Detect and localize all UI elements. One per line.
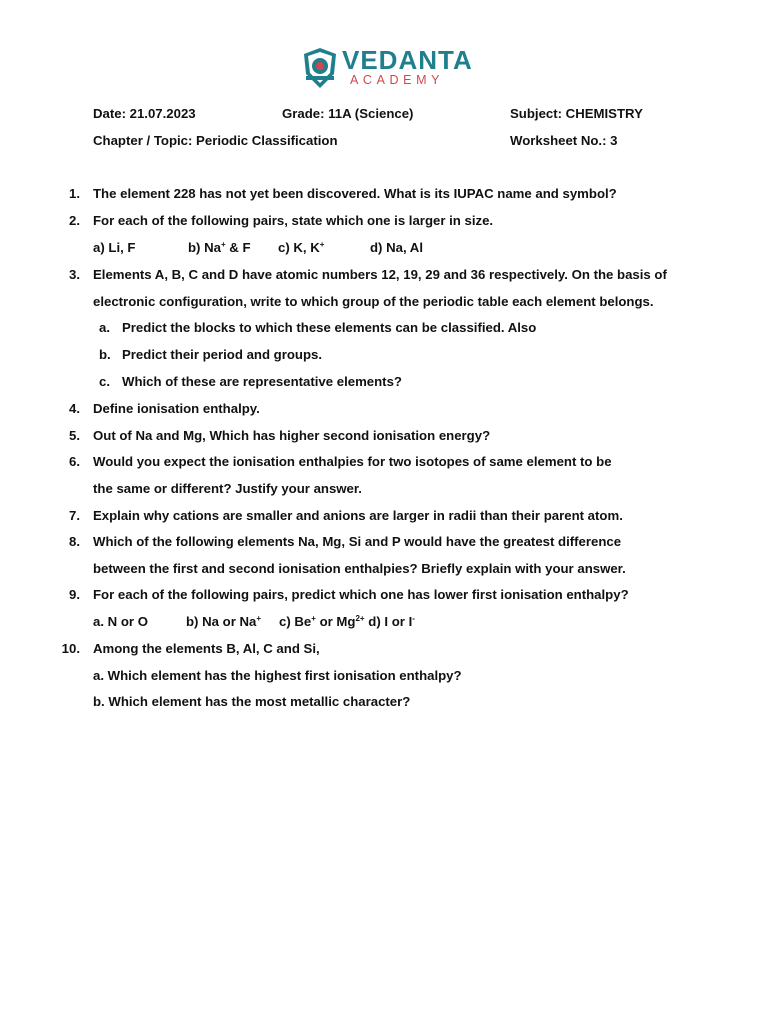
question-number: 1.	[69, 186, 80, 201]
question-7-text: Explain why cations are smaller and anions are larger in radii than their parent atom.	[93, 508, 623, 523]
vedanta-crest-icon	[300, 46, 340, 90]
question-6-text-line1: Would you expect the ionisation enthalpies for two isotopes of same element to be	[93, 454, 612, 469]
question-6-text-line2: the same or different? Justify your answer.	[93, 481, 362, 496]
sub-label: b.	[99, 347, 111, 362]
question-2-option-d: d) Na, Al	[370, 240, 423, 255]
worksheet-number-label: Worksheet No.: 3	[510, 133, 618, 148]
question-9-option-b: b) Na or Na+	[186, 614, 262, 629]
question-8-text-line2: between the first and second ionisation enthalpies? Briefly explain with your answer.	[93, 561, 626, 576]
sub-label: c.	[99, 374, 110, 389]
question-number: 2.	[69, 213, 80, 228]
logo-wordmark-vedanta: VEDANTA	[342, 45, 473, 75]
question-2-option-b: b) Na+ & F	[188, 240, 251, 255]
question-3-part-a: Predict the blocks to which these elements can be classified. Also	[122, 320, 537, 335]
question-4-text: Define ionisation enthalpy.	[93, 401, 260, 416]
grade-label: Grade: 11A (Science)	[282, 106, 414, 121]
subject-label: Subject: CHEMISTRY	[510, 106, 643, 121]
question-3-text-line2: electronic configuration, write to which group of the periodic table each element belongs.	[93, 294, 654, 309]
question-9-option-c-d: c) Be+ or $Mg^{2+}$ d) I or I-	[279, 614, 415, 629]
question-number: 6.	[69, 454, 80, 469]
sub-label: a.	[99, 320, 110, 335]
question-number: 9.	[69, 587, 80, 602]
question-number: 4.	[69, 401, 80, 416]
question-1-text: The element 228 has not yet been discovered. What is its IUPAC name and symbol?	[93, 186, 617, 201]
question-10-part-b: b. Which element has the most metallic character?	[93, 694, 411, 709]
question-2-text: For each of the following pairs, state which one is larger in size.	[93, 213, 494, 228]
logo-wordmark-academy: ACADEMY	[350, 73, 445, 87]
date-label: Date: 21.07.2023	[93, 106, 196, 121]
question-10-text: Among the elements B, Al, C and Si,	[93, 641, 320, 656]
question-5-text: Out of Na and Mg, Which has higher second ionisation energy?	[93, 428, 491, 443]
question-10-part-a: a. Which element has the highest first ionisation enthalpy?	[93, 668, 462, 683]
vedanta-academy-logo	[300, 44, 473, 90]
question-2-option-a: a) Li, F	[93, 240, 136, 255]
question-number: 5.	[69, 428, 80, 443]
chapter-label: Chapter / Topic: Periodic Classification	[93, 133, 338, 148]
question-number: 10.	[61, 641, 80, 656]
question-9-option-a: a. N or O	[93, 614, 148, 629]
question-2-option-c: c) K, K+	[278, 240, 325, 255]
question-9-text: For each of the following pairs, predict which one has lower first ionisation enthalpy?	[93, 587, 629, 602]
question-number: 8.	[69, 534, 80, 549]
question-3-text-line1: Elements A, B, C and D have atomic numbers 12, 19, 29 and 36 respectively. On the basis of	[93, 267, 667, 282]
question-3-part-b: Predict their period and groups.	[122, 347, 323, 362]
question-number: 7.	[69, 508, 80, 523]
question-number: 3.	[69, 267, 80, 282]
question-8-text-line1: Which of the following elements Na, Mg, Si and P would have the greatest difference	[93, 534, 622, 549]
question-3-part-c: Which of these are representative elements?	[122, 374, 402, 389]
